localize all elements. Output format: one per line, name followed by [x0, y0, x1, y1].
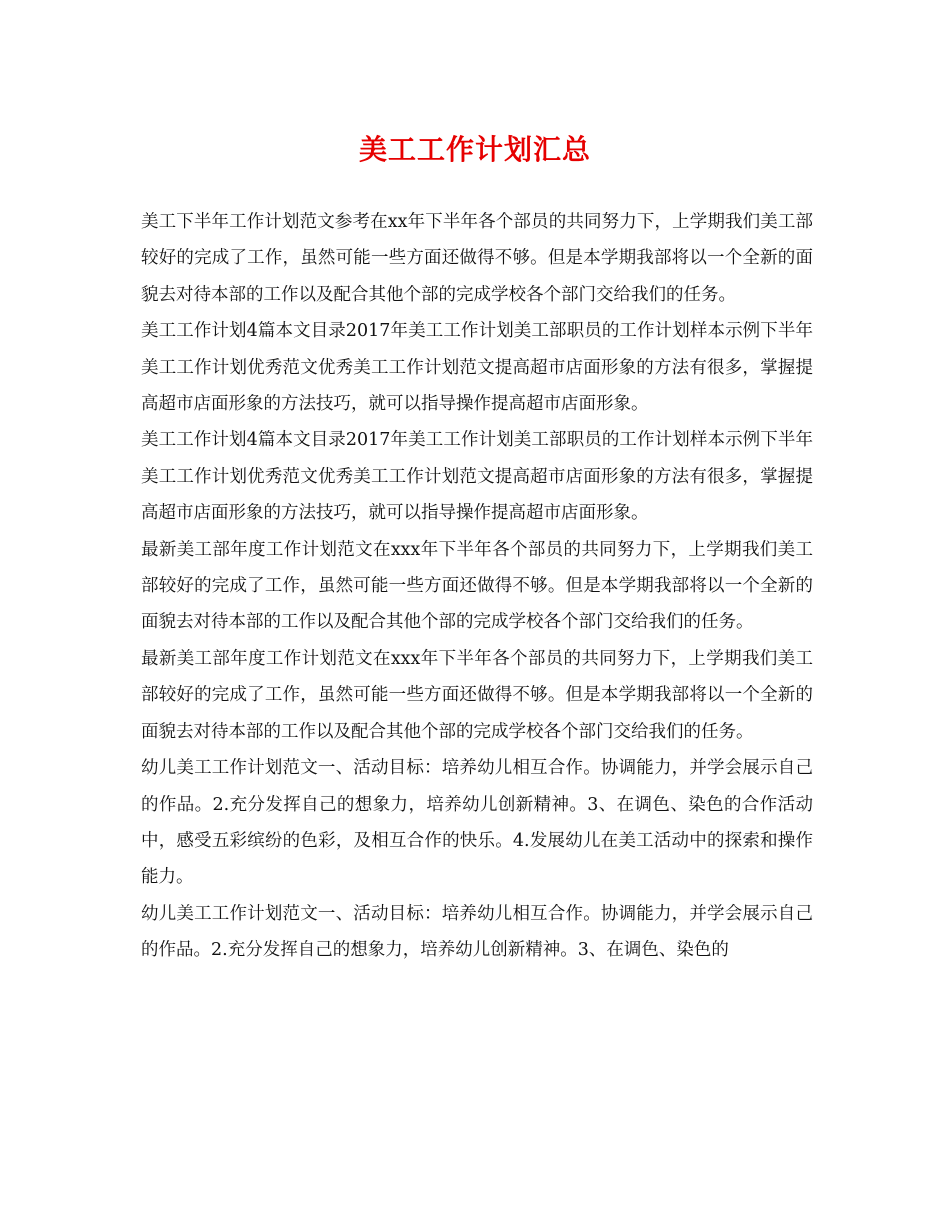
paragraph-6: 幼儿美工工作计划范文一、活动目标：培养幼儿相互合作。协调能力，并学会展示自己的作品。2.充分发挥自己的想象力，培养幼儿创新精神。3、在调色、染色的合作活动中，感受五彩缤纷的色彩，及相互合作的快乐。4.发展幼儿在美工活动中的探索和操作能力。 — [141, 758, 813, 888]
paragraph-5: 最新美工部年度工作计划范文在xxx年下半年各个部员的共同努力下，上学期我们美工部较好的完成了工作，虽然可能一些方面还做得不够。但是本学期我部将以一个全新的面貌去对待本部的工作以及配合其他个部的完成学校各个部门交给我们的任务。 — [141, 648, 813, 742]
document-body — [141, 204, 813, 969]
paragraph-4: 最新美工部年度工作计划范文在xxx年下半年各个部员的共同努力下，上学期我们美工部较好的完成了工作，虽然可能一些方面还做得不够。但是本学期我部将以一个全新的面貌去对待本部的工作以及配合其他个部的完成学校各个部门交给我们的任务。 — [141, 539, 813, 633]
paragraph-3: 美工工作计划4篇本文目录2017年美工工作计划美工部职员的工作计划样本示例下半年美工工作计划优秀范文优秀美工工作计划范文提高超市店面形象的方法有很多，掌握提高超市店面形象的方法技巧，就可以指导操作提高超市店面形象。 — [141, 430, 813, 524]
paragraph-2: 美工工作计划4篇本文目录2017年美工工作计划美工部职员的工作计划样本示例下半年美工工作计划优秀范文优秀美工工作计划范文提高超市店面形象的方法有很多，掌握提高超市店面形象的方法技巧，就可以指导操作提高超市店面形象。 — [141, 321, 813, 415]
paragraph-7: 幼儿美工工作计划范文一、活动目标：培养幼儿相互合作。协调能力，并学会展示自己的作品。2.充分发挥自己的想象力，培养幼儿创新精神。3、在调色、染色的 — [141, 903, 813, 961]
paragraph-1: 美工下半年工作计划范文参考在xx年下半年各个部员的共同努力下，上学期我们美工部较好的完成了工作，虽然可能一些方面还做得不够。但是本学期我部将以一个全新的面貌去对待本部的工作以及配合其他个部的完成学校各个部门交给我们的任务。 — [141, 212, 813, 305]
page-title: 美工工作计划汇总 — [358, 133, 591, 166]
